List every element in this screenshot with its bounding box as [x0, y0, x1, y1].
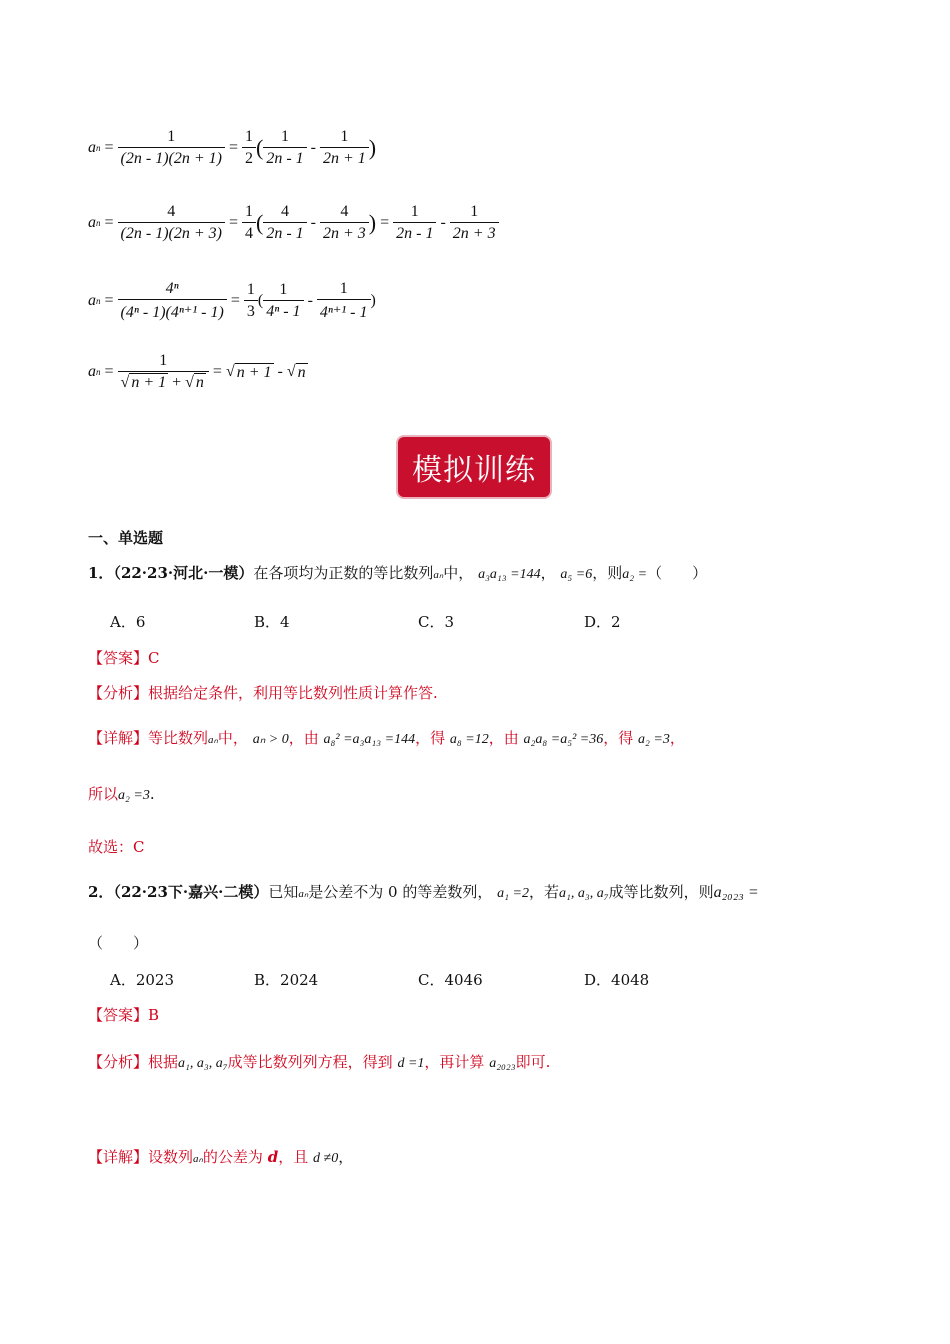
- question-1-conclusion: 所以a₂ =3.: [88, 785, 155, 803]
- formula-4: a n = $\frac{1}{√ n + 1 + √ n}$ = √ n + 1 - √ n: [88, 352, 306, 391]
- question-1-option-d[interactable]: D．2: [584, 613, 621, 631]
- question-1-analysis: 【分析】根据给定条件，利用等比数列性质计算作答.: [88, 684, 438, 702]
- section-banner: 模拟训练: [398, 437, 550, 497]
- formula-1: a n = $\frac{1}{(2n - 1)(2n + 1)}$ = $\frac{1}{2}$ ( $\frac{1}{2n - 1}$ - $\frac{1}{2n + 1}$ ): [88, 128, 377, 167]
- question-2-option-a[interactable]: A．2023: [110, 971, 175, 989]
- question-2-stem: 2．（22·23下·嘉兴·二模）已知aₙ是公差不为 0 的等差数列， a₁ =2，若a₁, a₃, a₇成等比数列，则a₂₀₂₃ =: [88, 883, 759, 901]
- question-2-answer: 【答案】B: [88, 1006, 160, 1024]
- question-1-option-a[interactable]: A．6: [110, 613, 146, 631]
- question-2-detail: 【详解】设数列aₙ的公差为 d，且 d ≠0，: [88, 1148, 354, 1166]
- question-1-stem: 1．（22·23·河北·一模）在各项均为正数的等比数列aₙ中， a₃a₁₃ =144， a₅ =6，则a₂ =（ ）: [88, 564, 708, 582]
- question-1-option-c[interactable]: C．3: [418, 613, 455, 631]
- formula-1-fraction: $\frac{1}{(2n - 1)(2n + 1)}$: [118, 128, 225, 168]
- question-1-choose: 故选：C: [88, 838, 145, 856]
- question-2-option-b[interactable]: B．2024: [254, 971, 319, 989]
- section-title: 一、单选题: [88, 529, 164, 547]
- question-2-paren: （ ）: [88, 934, 149, 952]
- question-2-analysis: 【分析】根据a₁, a₃, a₇成等比数列列方程，得到 d =1，再计算 a₂₀₂₃即可.: [88, 1053, 551, 1071]
- question-1-option-b[interactable]: B．4: [254, 613, 290, 631]
- question-2-option-c[interactable]: C．4046: [418, 971, 483, 989]
- formula-2: a n = $\frac{4}{(2n - 1)(2n + 3)}$ = $\frac{1}{4}$ ( $\frac{4}{2n - 1}$ - $\frac{4}{2n + 3}$ ) = $\frac{1}{2n - 1}$ - $\frac{1}{2n + 3}$: [88, 203, 499, 243]
- question-1-answer: 【答案】C: [88, 649, 160, 667]
- question-1-detail: 【详解】等比数列aₙ中， aₙ > 0，由 a₈² =a₃a₁₃ =144，得 a₈ =12，由 a₂a₈ =a₅² =36，得 a₂ =3，: [88, 729, 685, 747]
- formula-3: a n = $\frac{\text{4ⁿ}}{\text{(4ⁿ - 1)(4ⁿ⁺¹ - 1)}}$ = $\frac{1}{3}$ ( $\frac{1}{\text{4ⁿ - 1}}$ - $\frac{1}{\text{4ⁿ⁺¹ - 1}}$ ): [88, 280, 376, 321]
- question-2-option-d[interactable]: D．4048: [584, 971, 650, 989]
